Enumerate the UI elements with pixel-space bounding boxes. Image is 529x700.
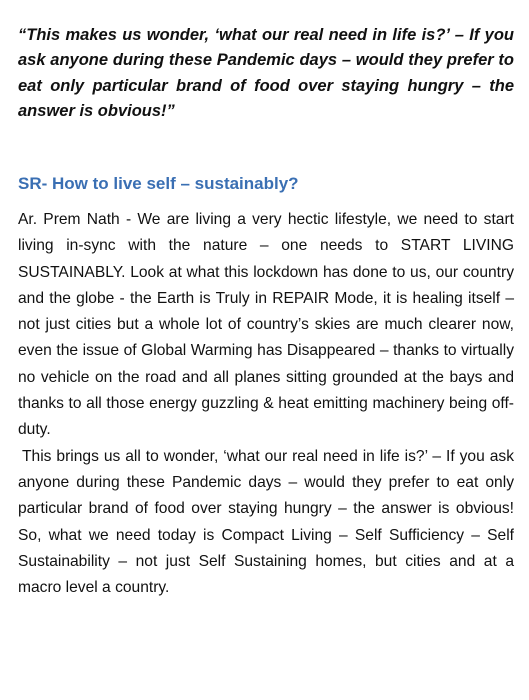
body-paragraph-2: This brings us all to wonder, ‘what our real need in life is?’ – If you ask anyone during these Pandemic days – would they prefer to eat only particular brand of food over staying hungry – the answer is obvious! So, what we need today is Compact Living – Self Sufficiency – Self Sustainability – not just Self Sustaining homes, but cities and at a macro level a country. [18, 447, 514, 597]
pull-quote: “This makes us wonder, ‘what our real need in life is?’ – If you ask anyone during these Pandemic days – would they prefer to eat only particular brand of food over staying hungry – the answer is obvious!” [18, 25, 514, 120]
section-body [18, 207, 514, 601]
body-paragraph-1: Ar. Prem Nath - We are living a very hectic lifestyle, we need to start living in-sync with the nature – one needs to START LIVING SUSTAINABLY. Look at what this lockdown has done to us, our country and the globe - the Earth is Truly in REPAIR Mode, it is healing itself – not just cities but a whole lot of country’s skies are much clearer now, even the issue of Global Warming has Disappeared – thanks to virtually no vehicle on the road and all planes sitting grounded at the bays and thanks to all those energy guzzling & heat emitting machinery being off-duty. [18, 211, 514, 439]
section-heading: SR- How to live self – sustainably? [18, 174, 299, 193]
